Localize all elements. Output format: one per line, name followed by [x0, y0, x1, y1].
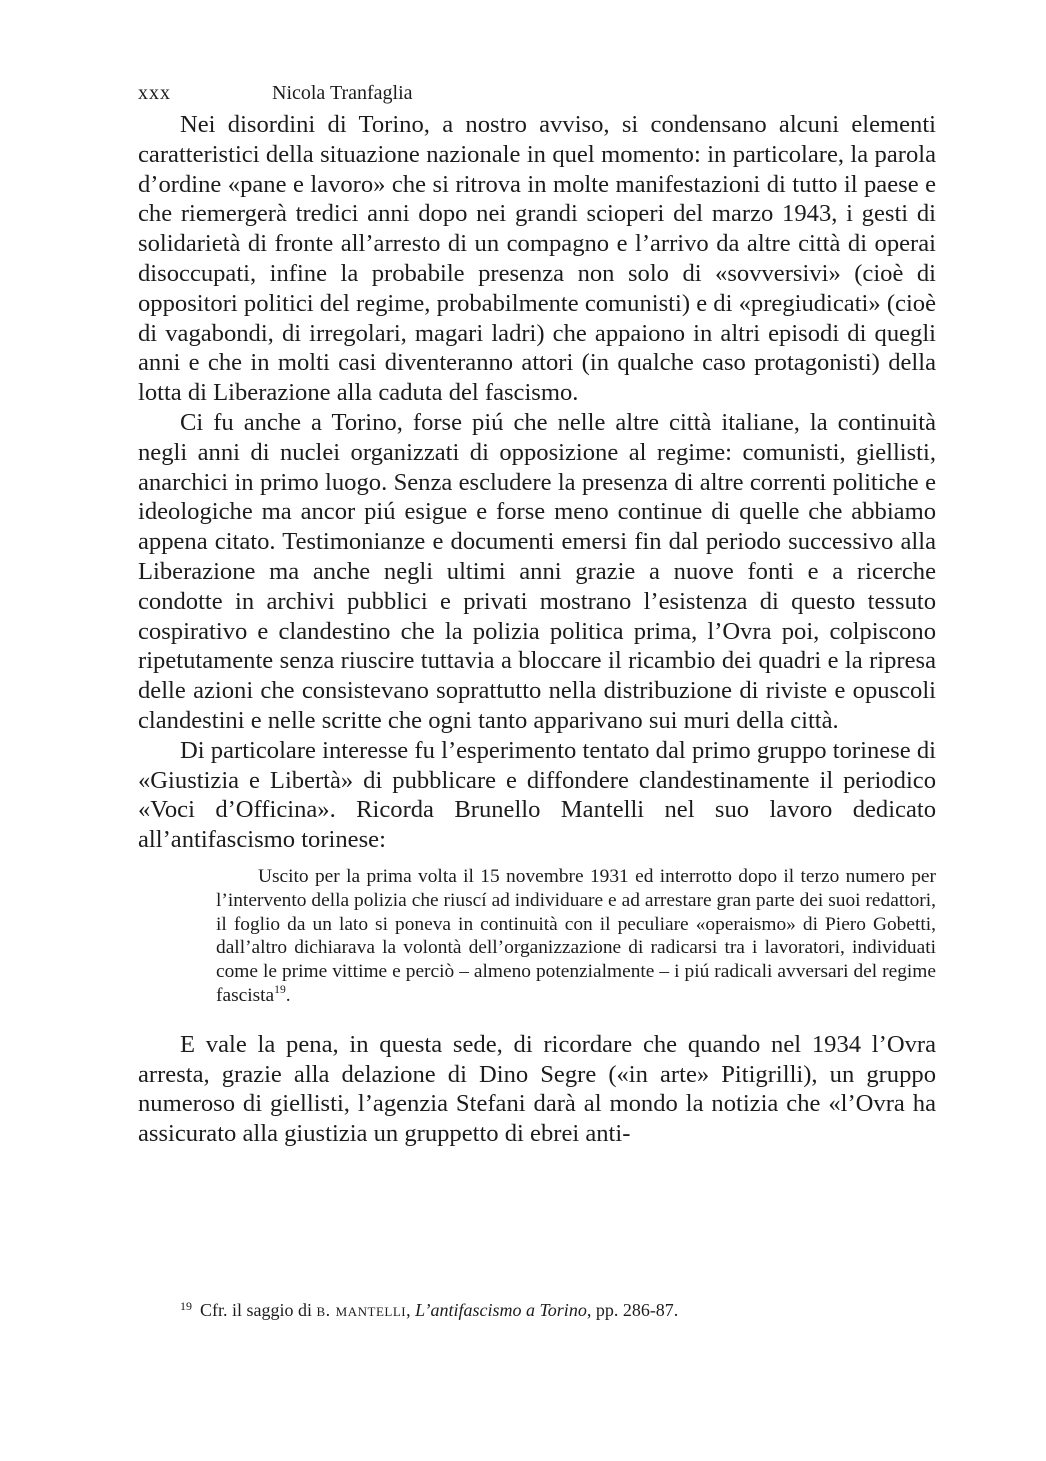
page-number: xxx	[138, 82, 171, 104]
paragraph-3: Di particolare interesse fu l’esperimento tentato dal primo gruppo torinese di «Giustizia e Libertà» di pubblicare e diffondere clandestinamente il periodico «Voci d’Officina». Ricorda Brunello Mantelli nel suo lavoro dedicato all’antifascismo torinese:	[138, 736, 936, 854]
paragraph-4: E vale la pena, in questa sede, di ricordare che quando nel 1934 l’Ovra arresta, grazie alla delazione di Dino Segre («in arte» Pitigrilli), un gruppo numeroso di giellisti, l’agenzia Stefani darà al mondo la notizia che «l’Ovra ha assicurato alla giustizia un gruppetto di ebrei anti-	[138, 1030, 936, 1148]
block-quote-end: .	[285, 984, 291, 1006]
paragraph-2: Ci fu anche a Torino, forse piú che nelle altre città italiane, la continuità negli anni di nuclei organizzati di opposizione al regime: comunisti, giellisti, anarchici in primo luogo. Senza escludere la presenza di altre correnti politiche e ideologiche ma ancor piú esigue e forse meno continue di quelle che abbiamo appena citato. Testimonianze e documenti emersi fin dal periodo successivo alla Liberazione ma anche negli ultimi anni grazie a nuove fonti e a ricerche condotte in archivi pubblici e privati mostrano l’esistenza di questo tessuto cospirativo e clandestino che la polizia politica prima, l’Ovra poi, colpiscono ripetutamente senza riuscire tuttavia a bloccare il ricambio dei quadri e la ripresa delle azioni che consistevano soprattutto nella distribuzione di riviste e opuscoli clandestini e nelle scritte che ogni tanto apparivano sui muri della città.	[138, 408, 936, 734]
running-head-author: Nicola Tranfaglia	[272, 82, 413, 104]
footnote-pages: , pp. 286-87.	[586, 1300, 679, 1320]
block-quote-body: Uscito per la prima volta il 15 novembre 1931 ed interrotto dopo il terzo numero per l’intervento della polizia che riuscí ad individuare e ad arrestare gran parte dei suoi redattori, il foglio da un lato si poneva in continuità con il peculiare «operaismo» di Piero Gobetti, dall’altro dichiarava la volontà dell’organizzazione di radicarsi tra i lavoratori, individuati come le prime vittime e perciò – almeno potenzialmente – i piú radicali avversari del regime fascista	[216, 865, 936, 1006]
block-quote-text	[216, 865, 936, 1008]
footnote-prefix: Cfr. il saggio di	[200, 1300, 312, 1320]
paragraph-1: Nei disordini di Torino, a nostro avviso, si condensano alcuni elementi caratteristici della situazione nazionale in quel momento: in particolare, la parola d’ordine «pane e lavoro» che si ritrova in molte manifestazioni di tutto il paese e che riemergerà tredici anni dopo nei grandi scioperi del marzo 1943, i gesti di solidarietà di fronte all’arresto di un compagno e l’arrivo da altre città di operai disoccupati, infine la probabile presenza non solo di «sovversivi» (cioè di oppositori politici del regime, probabilmente comunisti) e di «pregiudicati» (cioè di vagabondi, di irregolari, magari ladri) che appaiono in altri episodi di quegli anni e che in molti casi diventeranno attori (in qualche caso protagonisti) della lotta di Liberazione alla caduta del fascismo.	[138, 111, 936, 407]
page	[138, 78, 936, 1149]
body-text	[138, 110, 936, 1149]
block-quote	[216, 865, 936, 1008]
footnote-number: 19	[180, 1299, 192, 1313]
footnote-reference: 19	[274, 982, 286, 996]
footnote	[180, 1294, 936, 1322]
footnote-separator: ,	[406, 1300, 411, 1320]
footnote-author: b. mantelli	[316, 1300, 407, 1320]
running-head	[138, 78, 936, 108]
footnote-title: L’antifascismo a Torino	[415, 1300, 587, 1320]
